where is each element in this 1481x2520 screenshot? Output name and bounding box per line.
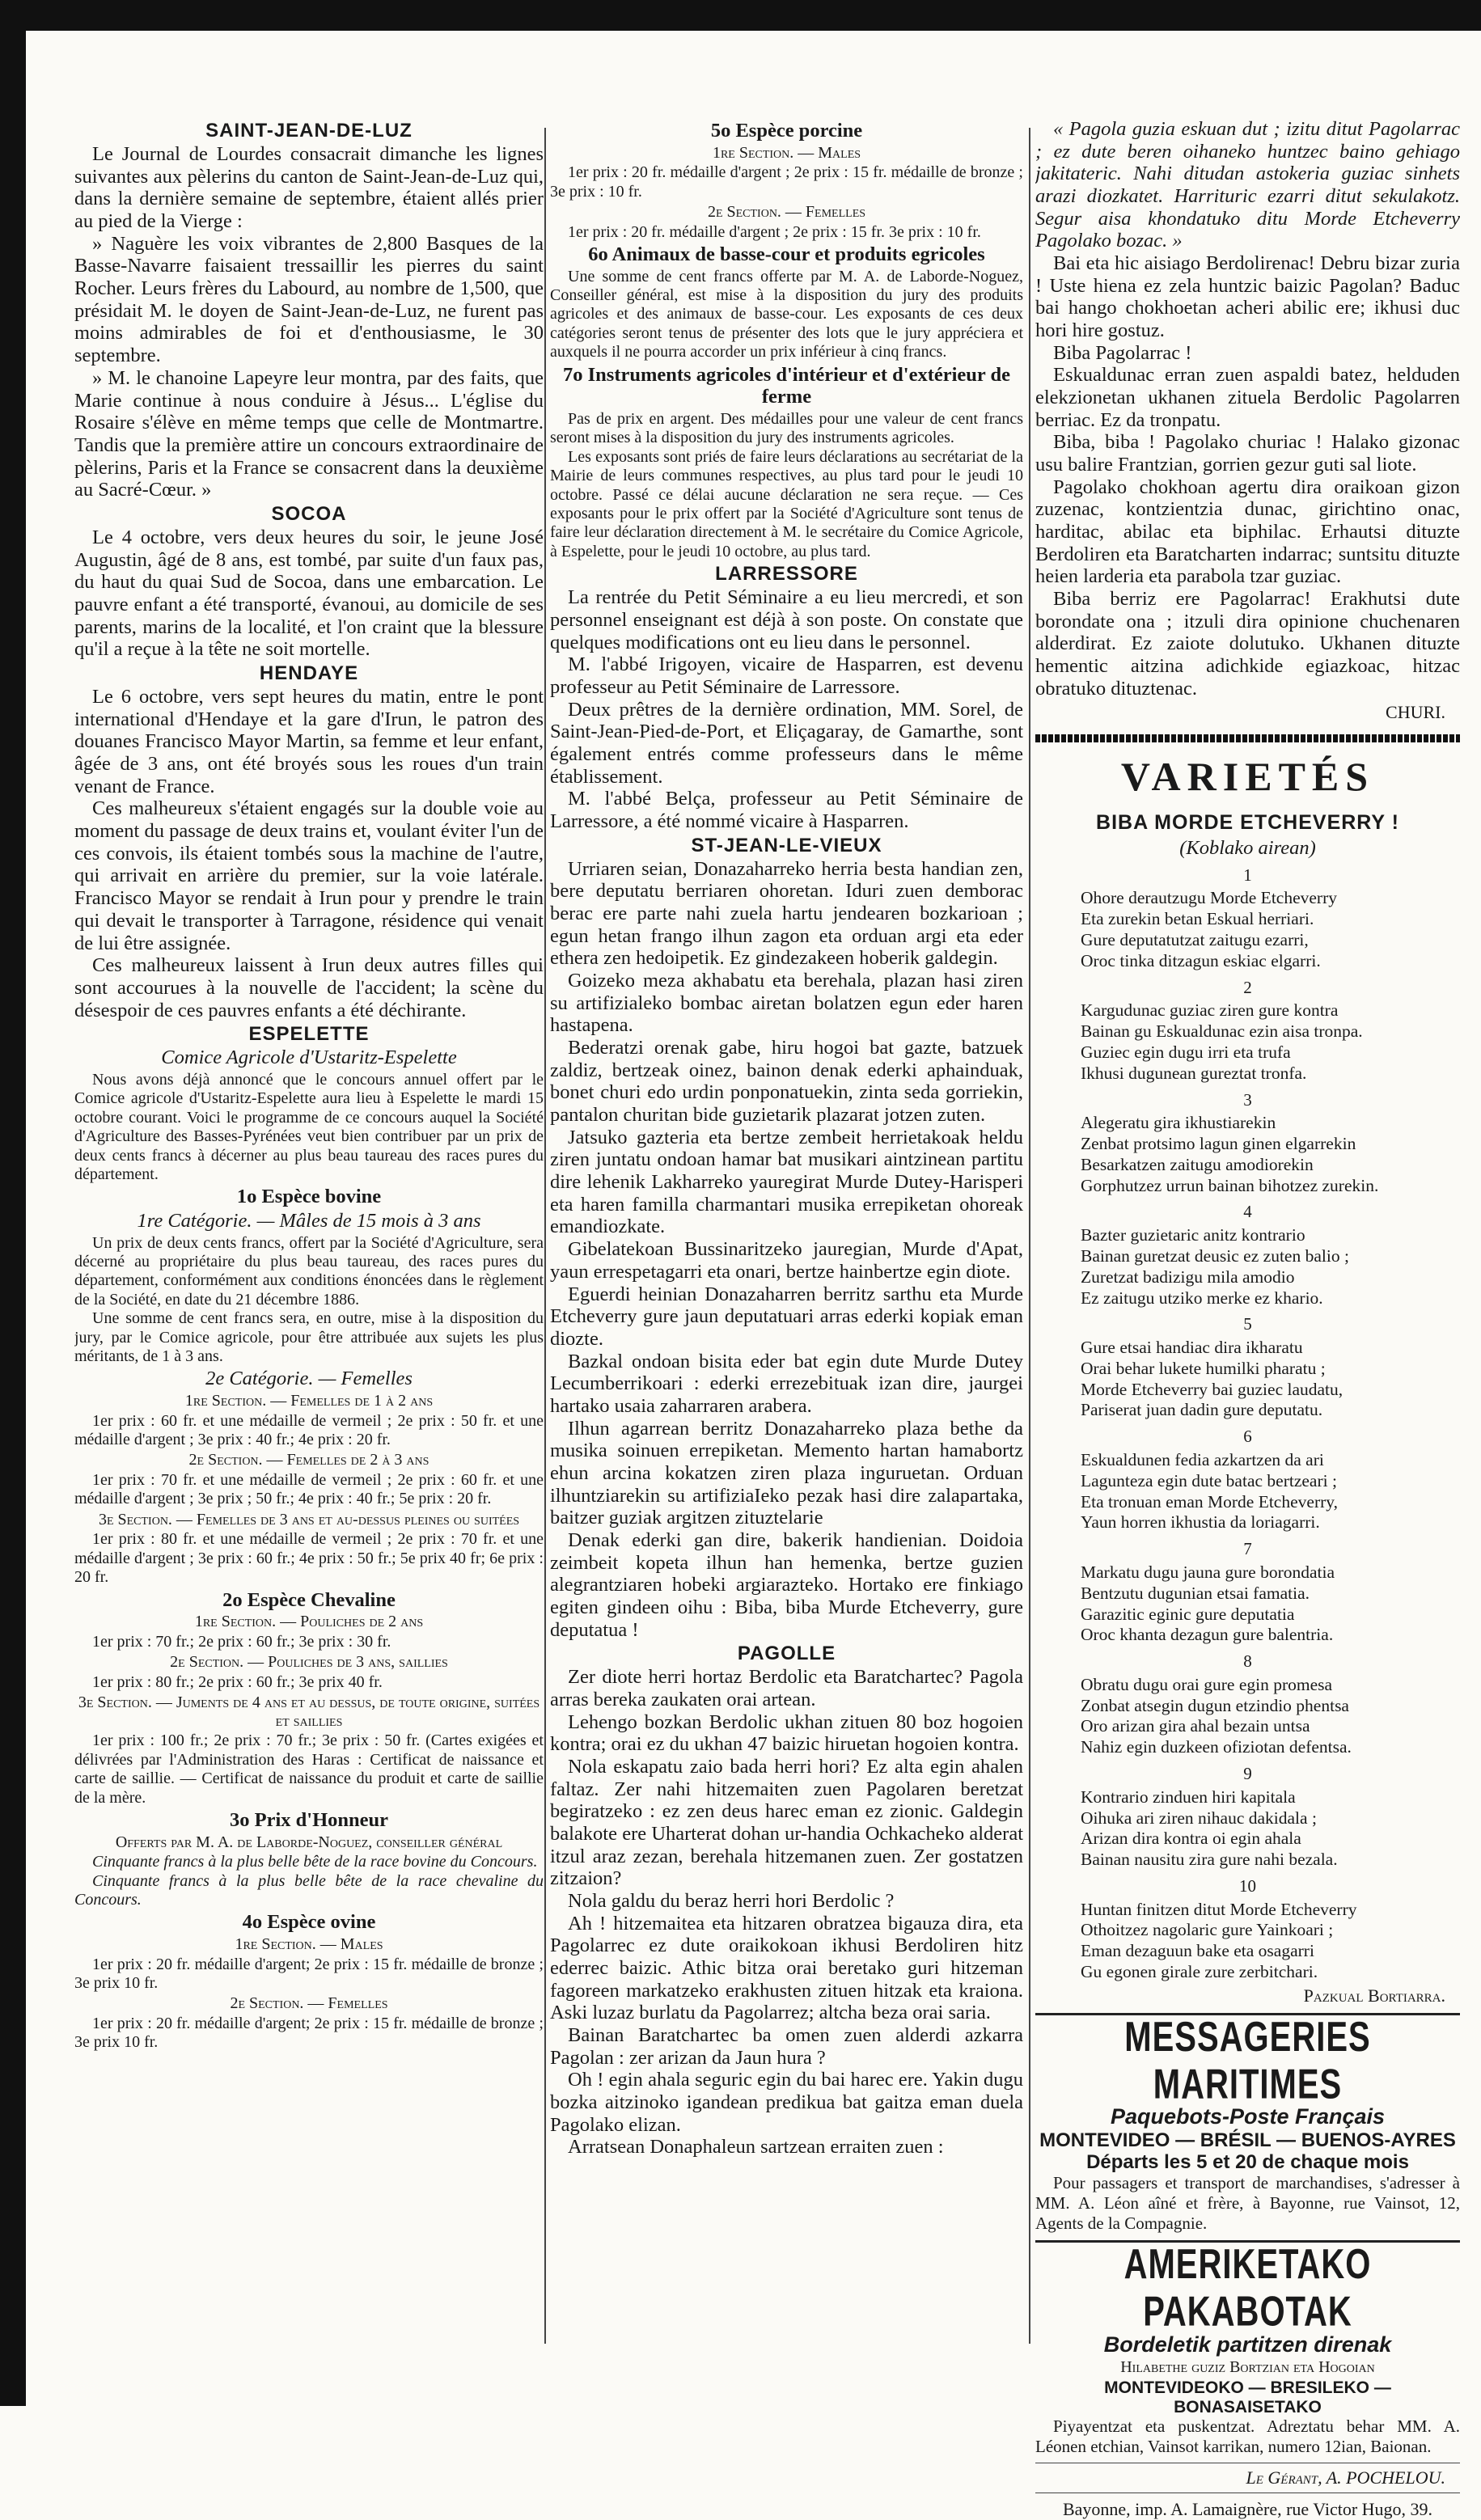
paragraph: Nola eskapatu zaio bada herri hori? Ez alta egin ahalen faltaz. Zer nahi hitzemaiten zuen Pagolaren beretzat begiratzeko : ez zen deus harec eman ez zionic. Galdegin balakote ere Uharterat dohan ur-handia Ochkacheko alderat itzul araz zezan, berehala hitzemanen zuen. Zer gostatzen zitzaion?	[550, 1756, 1023, 1890]
paragraph: Goizeko meza akhabatu eta berehala, plazan hasi ziren su artifizialeko bombac airetan bolatzen egun eder haren hastapena.	[550, 970, 1023, 1037]
stanza	[1081, 1225, 1460, 1309]
paragraph: Bai eta hic aisiago Berdolirenac! Debru bizar zuria ! Uste hiena ez zela huntzic baizic Pagolan? Baduc bai hango chokhoetan acheri abilic ere; ikhusi duc hori hire gostuz.	[1035, 252, 1460, 342]
ad-ameriketako-subtitle: Bordeletik partitzen direnak	[1103, 2332, 1392, 2357]
heading-instruments: 7o Instruments agricoles d'intérieur et d'extérieur de ferme	[563, 363, 1010, 408]
section-heading: 1re Section. — Males	[712, 143, 861, 162]
paragraph: » Naguère les voix vibrantes de 2,800 Basques de la Basse-Navarre faisaient tressaillir les pierres du saint Rocher. Leurs frères du Labourd, au nombre de 1,500, que présidait M. le doyen de Saint-Jean-de-Luz, ne furent pas moins admirables de foi et d'enthousiasme, le 30 septembre.	[74, 232, 544, 367]
stanza-number: 10	[1239, 1875, 1256, 1896]
verse-line: Huntan finitzen ditut Morde Etcheverry	[1081, 1899, 1357, 1919]
heading-hendaye: HENDAYE	[259, 662, 359, 684]
paragraph: Lehengo bozkan Berdolic ukhan zituen 80 boz hogoien kontra; orai ez du ukhan 47 baizic hiruetan hogoien kontra.	[550, 1710, 1023, 1756]
paragraph: Eguerdi heinian Donazaharren berritz sarthu eta Murde Etcheverry gure jaun deputatuari arras ederki kopiak eman diozte.	[550, 1283, 1023, 1350]
page-border-left	[0, 0, 26, 2406]
heading-pagolle: PAGOLLE	[737, 1643, 836, 1665]
section-heading: 2e Section. — Femelles	[230, 1994, 388, 2013]
verse-line: Ohore derautzugu Morde Etcheverry	[1081, 888, 1337, 908]
verse-line: Bazter guzietaric anitz kontrario	[1081, 1225, 1305, 1245]
verse-line: Kargudunac guziac ziren gure kontra	[1081, 1000, 1339, 1021]
verse-line: Orai behar lukete humilki pharatu ;	[1081, 1358, 1326, 1378]
paragraph: Deux prêtres de la dernière ordination, MM. Sorel, de Saint-Jean-Pied-de-Port, et Eliçagaray, de Gamarthe, sont également entrés comme professeurs dans le même établissement.	[550, 698, 1023, 788]
paragraph: Gibelatekoan Bussinaritzeko jauregian, Murde d'Apat, yaun errespetagarri eta onari, bertze hainbertze egin diote.	[550, 1238, 1023, 1283]
heading-espelette: ESPELETTE	[248, 1023, 370, 1046]
heading-st-jean-le-vieux: ST-JEAN-LE-VIEUX	[691, 834, 882, 856]
column-rule-2	[1029, 128, 1030, 2344]
stanza	[1081, 1900, 1460, 1983]
heading-espece-porcine: 5o Espèce porcine	[710, 120, 863, 142]
stanza	[1081, 888, 1460, 971]
paragraph: 1er prix : 100 fr.; 2e prix : 70 fr.; 3e prix : 50 fr. (Cartes exigées et délivrées par l'Administration des Haras : Certificat de naissance et carte de saillie. — Certificat de naissance du produit et carte de saillie de la mère.	[74, 1731, 544, 1807]
gerant-signature: Le Gérant, A. POCHELOU.	[1246, 2467, 1445, 2488]
ad-messageries-subtitle: Paquebots-Poste Français	[1110, 2104, 1386, 2129]
paragraph: Cinquante francs à la plus belle bête de la race chevaline du Concours.	[74, 1871, 544, 1909]
verse-line: Kontrario zinduen hiri kapitala	[1081, 1786, 1296, 1807]
column-1	[74, 118, 544, 2053]
paragraph: Nola galdu du beraz herri hori Berdolic ?	[568, 1890, 895, 1913]
heading-prix-honneur: 3o Prix d'Honneur	[229, 1808, 388, 1831]
verse-line: Eskualdunen fedia azkartzen da ari	[1081, 1450, 1324, 1469]
verse-line: Markatu dugu jauna gure borondatia	[1081, 1562, 1335, 1582]
verse-line: Alegeratu gira ikhustiarekin	[1081, 1113, 1276, 1133]
paragraph: Le 4 octobre, vers deux heures du soir, le jeune José Augustin, âgé de 8 ans, est tombé, par suite d'un faux pas, du haut du quai Sud de Socoa, dans une embarcation. Le pauvre enfant a été transporté, évanoui, au domicile de ses parents, marins de la localité, et l'on craint que la blessure qu'il a reçue à la tête ne soit mortelle.	[74, 526, 544, 661]
paragraph: La rentrée du Petit Séminaire a eu lieu mercredi, et son personnel enseignant est déjà à son poste. On constate que quelques modifications ont eu lieu dans le personnel.	[550, 586, 1023, 653]
verse-line: Oro arizan gira ahal bezain untsa	[1081, 1716, 1310, 1736]
paragraph: Urriaren seian, Donazaharreko herria besta handian zen, bere deputatu berriaren ohoretan. Iduri zuen demborac berac ere parte nahi zuela hartu jendearen bozkarioan ; egun hetan frango ilhun zagon eta orduan argi eta eder ethera zen hedoipetik. Ez gindezakeen hoberik galdegin.	[550, 857, 1023, 970]
poem-signature: Pazkual Bortiarra.	[1303, 1985, 1445, 2006]
section-heading: 1re Section. — Pouliches de 2 ans	[194, 1613, 424, 1631]
paragraph: Pas de prix en argent. Des médailles pour une valeur de cent francs seront mises à la disposition du jury des instruments agricoles.	[550, 410, 1023, 447]
section-heading: 3e Section. — Juments de 4 ans et au dessus, de toute origine, suitées et saillies	[78, 1693, 540, 1730]
section-heading: 1re Section. — Males	[235, 1935, 383, 1954]
verse-line: Morde Etcheverry bai guziec laudatu,	[1081, 1379, 1343, 1399]
paragraph: Un prix de deux cents francs, offert par la Société d'Agriculture, sera décerné au propriétaire du plus beau taureau, des races pures du département, conformément aux conditions énoncées dans le règlement de la Société, en date du 21 décembre 1886.	[74, 1233, 544, 1309]
paragraph: Oh ! egin ahala seguric egin du bai harec ere. Yakin dugu bozka aitzinoko igandean predikua bat gaitza eman duela Pagolako elizan.	[550, 2069, 1023, 2136]
section-heading: 2e Section. — Pouliches de 3 ans, saillies	[170, 1653, 448, 1672]
paragraph: Le Journal de Lourdes consacrait dimanche les lignes suivantes aux pèlerins du canton de Saint-Jean-de-Luz qui, dans la dernière semaine de septembre, étaient allés prier au pied de la Vierge :	[74, 143, 544, 233]
paragraph: 1er prix : 20 fr. médaille d'argent; 2e prix : 15 fr. médaille de bronze ; 3e prix 10 fr.	[74, 2015, 544, 2052]
verse-line: Bainan gu Eskualdunac ezin aisa tronpa.	[1081, 1021, 1363, 1042]
heading-espece-chevaline: 2o Espèce Chevaline	[222, 1588, 396, 1611]
stanza	[1081, 1000, 1460, 1084]
paragraph: Ah ! hitzemaitea eta hitzaren obratzea bigauza dira, eta Pagolarrec ez dute oraikokoan ikhusi Berdoliren hitz ederrec baizic. Athic bitza orai beretako guri hitzeman fagoreen markatzeko erakhusten zituen hitzak eta kraiona. Aski luzaz burlatu da Pagolarrez; altcha beza orai saria.	[550, 1912, 1023, 2024]
heading-varietes: VARIETÉS	[1120, 754, 1375, 800]
verse-line: Gure etsai handiac dira ikharatu	[1081, 1338, 1303, 1358]
column-rule-1	[544, 128, 546, 2344]
verse-line: Eman dezaguun bake eta osagarri	[1081, 1941, 1314, 1961]
ad-ameriketako-route: MONTEVIDEOKO — BRESILEKO — BONASAISETAKO	[1104, 2378, 1391, 2416]
stanza-number: 2	[1243, 977, 1252, 997]
verse-line: Arizan dira kontra oi egin ahala	[1081, 1829, 1301, 1849]
verse-line: Eta tronuan eman Morde Etcheverry,	[1081, 1491, 1338, 1512]
paragraph: Cinquante francs à la plus belle bête de la race bovine du Concours.	[92, 1853, 538, 1871]
verse-line: Yaun horren ikhustia da loriagarri.	[1081, 1512, 1320, 1533]
stanza	[1081, 1562, 1460, 1646]
stanza	[1081, 1113, 1460, 1196]
verse-line: Pariserat juan dadin gure deputatu.	[1081, 1400, 1323, 1420]
paragraph: 1er prix : 20 fr. médaille d'argent ; 2e prix : 15 fr. médaille de bronze ; 3e prix : 10 fr.	[550, 163, 1023, 201]
verse-line: Oihuka ari ziren nihauc dakidala ;	[1081, 1808, 1317, 1828]
stanza-number: 9	[1243, 1764, 1252, 1783]
paragraph: Une somme de cent francs offerte par M. A. de Laborde-Noguez, Conseiller général, est mise à la disposition du jury des produits agricoles et des animaux de basse-cour. Les exposants de ces deux catégories seront tenus de présenter des lots que le jury appréciera et auxquels il ne pourra accorder un prix inférieur à cinq francs.	[550, 267, 1023, 362]
paragraph: M. l'abbé Irigoyen, vicaire de Hasparren, est devenu professeur au Petit Séminaire de Larressore.	[550, 653, 1023, 698]
stanza	[1081, 1675, 1460, 1758]
verse-line: Ez zaitugu utziko merke ez khario.	[1081, 1287, 1323, 1308]
poem-title: BIBA MORDE ETCHEVERRY !	[1096, 810, 1399, 834]
paragraph: Jatsuko gazteria eta bertze zembeit herrietakoak heldu ziren juntatu ondoan hamar bat musikari aintzinean partitu dire lehenik Lakharreko yauregirat Murde Dutey-Harisperi eta haren familla charmantari musika errepiketan ohoreak emandiozkate.	[550, 1126, 1023, 1238]
paragraph: Zer diote herri hortaz Berdolic eta Baratchartec? Pagola arras bereka zaukaten orai artean.	[550, 1666, 1023, 1711]
paragraph: 1er prix : 60 fr. et une médaille de vermeil ; 2e prix : 50 fr. et une médaille d'argent ; 3e prix : 40 fr.; 4e prix : 20 fr.	[74, 1411, 544, 1449]
poem-subtitle: (Koblako airean)	[1179, 837, 1316, 860]
verse-line: Zuretzat badizigu mila amodio	[1081, 1266, 1295, 1287]
page-border-top	[0, 0, 1481, 31]
verse-line: Zenbat protsimo lagun ginen elgarrekin	[1081, 1134, 1356, 1154]
category-heading: 1re Catégorie. — Mâles de 15 mois à 3 ans	[137, 1209, 481, 1232]
ad-messageries-body: Pour passagers et transport de marchandises, s'adresser à MM. A. Léon aîné et frère, à Bayonne, rue Vainsot, 12, Agents de la Compagnie.	[1035, 2172, 1460, 2234]
verse-line: Garazitic eginic gure deputatia	[1081, 1604, 1295, 1624]
verse-line: Gure deputatutzat zaitugu ezarri,	[1081, 930, 1309, 950]
ad-ameriketako-body: Piyayentzat eta puskentzat. Adreztatu behar MM. A. Léonen etchian, Vainsot karrikan, numero 12ian, Baionan.	[1035, 2416, 1460, 2457]
verse-line: Guziec egin dugu irri eta trufa	[1081, 1042, 1291, 1062]
paragraph: M. l'abbé Belça, professeur au Petit Séminaire de Larressore, a été nommé vicaire à Hasparren.	[550, 788, 1023, 832]
verse-line: Eta zurekin betan Eskual herriari.	[1081, 909, 1314, 929]
newspaper-page	[26, 31, 1481, 2520]
section-heading: 1re Section. — Femelles de 1 à 2 ans	[184, 1392, 434, 1410]
verse-line: Bainan nausitu zira gure nahi bezala.	[1081, 1850, 1338, 1870]
paragraph: Pagolako chokhoan agertu dira oraikoan gizon zuzenac, kontzientzia dunac, girichtino onac, harditac, abilac eta biphilac. Erhautsi dituzte Berdoliren eta Baratcharten indarrac; suntsitu dituzte heien larderia eta parabola tzar guziac.	[1035, 476, 1460, 588]
stanza-number: 8	[1243, 1651, 1252, 1672]
ad-messageries-title: MESSAGERIES MARITIMES	[1124, 2014, 1371, 2108]
decorative-rule	[1035, 734, 1460, 742]
stanza	[1081, 1787, 1460, 1871]
paragraph: Ilhun agarrean berritz Donazaharreko plaza bethe da musika soinuen errepiketan. Memento hartan hamabortz ehun arcina kokatzen ziren plaza inguruetan. Orduan ilhuntziarekin su artifiziaIeko pezak hasi dire zalapartaka, baitzer guziak argitzen zituztelarie	[550, 1417, 1023, 1529]
paragraph: 1er prix : 80 fr.; 2e prix : 60 fr.; 3e prix 40 fr.	[92, 1672, 383, 1691]
heading-socoa: SOCOA	[271, 502, 347, 525]
verse-line: Oroc khanta dezagun gure balentria.	[1081, 1625, 1334, 1645]
paragraph: 1er prix : 80 fr. et une médaille de vermeil ; 2e prix : 70 fr. et une médaille d'argent ; 3e prix : 60 fr.; 4e prix : 50 fr.; 5e prix 40 fr; 6e prix : 20 fr.	[74, 1530, 544, 1587]
paragraph: Biba berriz ere Pagolarrac! Erakhutsi dute borondate ona ; itzuli dira opinione chuchenaren alderdirat. Ez zaiote dolutuko. Ukhanen dituzte hementic aitzina adichkide egiazkoac, hitzac obratuko dituztenac.	[1035, 588, 1460, 700]
section-heading: 3e Section. — Femelles de 3 ans et au-dessus pleines ou suitées	[98, 1510, 520, 1528]
paragraph: 1er prix : 20 fr. médaille d'argent; 2e prix : 15 fr. médaille de bronze ; 3e prix 10 fr.	[74, 1955, 544, 1993]
paragraph: 1er prix : 20 fr. médaille d'argent ; 2e prix : 15 fr. 3e prix : 10 fr.	[568, 222, 981, 241]
section-heading: Offerts par M. A. de Laborde-Noguez, conseiller général	[115, 1833, 503, 1851]
column-2	[550, 118, 1023, 2158]
verse-line: Othoitzez nagolaric gure Yainkoari ;	[1081, 1920, 1334, 1940]
stanza	[1081, 1338, 1460, 1421]
poem	[1035, 866, 1460, 1983]
paragraph: Denak ederki gan dire, bakerik handienian. Doidoia zeimbeit kopeta ilhun han hemenka, bertze guzien alegrantziaren hobeki argiarazteko. Hortako ere finkiago egiten gindeen oihu : Biba, biba Murde Etcheverry, gure deputatua !	[550, 1528, 1023, 1641]
stanza-number: 1	[1243, 865, 1252, 885]
paragraph: Le 6 octobre, vers sept heures du matin, entre le pont international d'Hendaye et la gare d'Irun, le patron des douanes Francisco Mayor Martin, sa femme et leur enfant, âgée de 3 ans, ont été broyés sous les roues d'un train venant de France.	[74, 686, 544, 797]
ad-ameriketako-title: AMERIKETAKO PAKABOTAK	[1123, 2241, 1372, 2336]
heading-basse-cour: 6o Animaux de basse-cour et produits egricoles	[588, 243, 985, 266]
paragraph: Une somme de cent francs sera, en outre, mise à la disposition du jury, par le Comice agricole, pour être attribuée aux sujets les plus méritants, de 1 à 3 ans.	[74, 1309, 544, 1365]
verse-line: Oroc tinka ditzagun eskiac elgarri.	[1081, 950, 1321, 970]
paragraph: Nous avons déjà annoncé que le concours annuel offert par le Comice agricole d'Ustaritz-Espelette aura lieu à Espelette le mardi 15 octobre courant. Voici le programme de ce concours auquel la Société d'Agriculture des Basses-Pyrénées veut bien contribuer par un prix de deux cents francs à décerner au plus beau taureau des races pures du département.	[74, 1070, 544, 1183]
stanza	[1081, 1450, 1460, 1533]
heading-saint-jean-de-luz: SAINT-JEAN-DE-LUZ	[205, 120, 413, 142]
paragraph: Ces malheureux s'étaient engagés sur la double voie au moment du passage de deux trains et, voulant éviter l'un de ces convois, ils étaient tombés sous la machine de l'autre, qui arrivait en arrière du premier, sur la voie latérale. Francisco Mayor se rendait à Irun pour y prendre le train qui devait le transporter à Tarragone, résidence qui venait de lui être assignée.	[74, 797, 544, 954]
section-heading: 2e Section. — Femelles de 2 à 3 ans	[188, 1451, 429, 1469]
stanza-number: 3	[1243, 1089, 1252, 1110]
category-heading: 2e Catégorie. — Femelles	[205, 1368, 413, 1390]
paragraph: « Pagola guzia eskuan dut ; izitu ditut Pagolarrac ; ez dute beren oihaneko huntzec baino gehiago jakitateric. Nahi ditudan astokeria guziac sinhets arazi diozkatet. Harrituric ezarri ditut sekulakotz. Segur aisa khondatuko ditu Morde Etcheverry Pagolako bozac. »	[1035, 118, 1460, 252]
stanza-number: 6	[1243, 1427, 1252, 1447]
paragraph: Eskualdunac erran zuen aspaldi batez, helduden elekzionetan ukhanen zituela Berdolic Pagolarren berriac. Ez da tronpatu.	[1035, 364, 1460, 431]
paragraph: Les exposants sont priés de faire leurs déclarations au secrétariat de la Mairie de leurs communes respectives, au plus tard pour le jeudi 10 octobre. Passé ce délai aucune déclaration ne sera reçue. — Ces exposants pour le prix offert par la Société d'Agriculture sont tenus de faire leur déclaration directement à M. le secrétaire du Comice Agricole, à Espelette, pour le jeudi 10 octobre, au plus tard.	[550, 447, 1023, 560]
ad-messageries-dates: Départs les 5 et 20 de chaque mois	[1086, 2150, 1409, 2173]
subheading-comice: Comice Agricole d'Ustaritz-Espelette	[161, 1046, 457, 1069]
section-heading: 2e Section. — Femelles	[707, 203, 866, 222]
verse-line: Bentzutu dugunian etsai famatia.	[1081, 1583, 1310, 1603]
signature: CHURI.	[1386, 702, 1445, 723]
paragraph: Biba, biba ! Pagolako churiac ! Halako gizonac usu balire Frantzian, gorrien gezur guti sal liote.	[1035, 431, 1460, 476]
column-3	[1035, 118, 1460, 2520]
paragraph: Bainan Baratchartec ba omen zuen alderdi azkarra Pagolan : zer arizan da Jaun hura ?	[550, 2024, 1023, 2069]
paragraph: Arratsean Donaphaleun sartzean erraiten zuen :	[568, 2136, 944, 2158]
paragraph: Biba Pagolarrac !	[1053, 341, 1192, 364]
stanza-number: 4	[1243, 1202, 1252, 1222]
verse-line: Ikhusi dugunean gureztat tronfa.	[1081, 1063, 1307, 1083]
verse-line: Zonbat atsegin dugun etzindio phentsa	[1081, 1695, 1349, 1715]
heading-espece-ovine: 4o Espèce ovine	[242, 1911, 376, 1934]
paragraph: Bazkal ondoan bisita eder bat egin dute Murde Dutey Lecumberrikoari : ederki errezebituak izan dire, jaurgei hartako usaia zaharraren arabera.	[550, 1350, 1023, 1417]
verse-line: Bainan guretzat deusic ez zuten balio ;	[1081, 1245, 1349, 1266]
heading-espece-bovine: 1o Espèce bovine	[236, 1186, 382, 1208]
paragraph: 1er prix : 70 fr. et une médaille de vermeil ; 2e prix : 60 fr. et une médaille d'argent ; 3e prix ; 50 fr.; 4e prix : 40 fr.; 5e prix : 20 fr.	[74, 1471, 544, 1508]
stanza-number: 7	[1243, 1539, 1252, 1559]
stanza-number: 5	[1243, 1314, 1252, 1334]
verse-line: Obratu dugu orai gure egin promesa	[1081, 1674, 1333, 1694]
ad-messageries-route: MONTEVIDEO — BRÉSIL — BUENOS-AYRES	[1039, 2129, 1456, 2151]
paragraph: 1er prix : 70 fr.; 2e prix : 60 fr.; 3e prix : 30 fr.	[92, 1632, 391, 1651]
verse-line: Lagunteza egin dute batac bertzeari ;	[1081, 1470, 1337, 1490]
imprint-line: Bayonne, imp. A. Lamaignère, rue Victor Hugo, 39.	[1062, 2499, 1433, 2520]
heading-larressore: LARRESSORE	[715, 563, 858, 586]
verse-line: Gorphutzez urrun bainan bihotzez zurekin.	[1081, 1175, 1379, 1195]
paragraph: Ces malheureux laissent à Irun deux autres filles qui sont accourues à la nouvelle de l'accident; la scène du désespoir de ces pauvres enfants a été déchirante.	[74, 954, 544, 1021]
verse-line: Nahiz egin duzkeen ofiziotan defentsa.	[1081, 1737, 1352, 1757]
paragraph: » M. le chanoine Lapeyre leur montra, par des faits, que Marie continue à nous conduire à Jésus... L'église du Rosaire s'élève en même temps que celle de Montmartre. Tandis que la première attire un concours extraordinaire de pèlerins, Paris et la France se consacrent dans la deuxième au Sacré-Cœur. »	[74, 366, 544, 501]
verse-line: Gu egonen girale zure zerbitchari.	[1081, 1962, 1318, 1982]
verse-line: Besarkatzen zaitugu amodiorekin	[1081, 1154, 1314, 1174]
paragraph: Bederatzi orenak gabe, hiru hogoi bat gazte, batzuek zaldiz, bertzeak oinez, bainon denak ederki aphainduak, bonet churi edo urdin ponponatuekin, zinta seda gorriekin, pantalon churitan bide guzietarik plazarat jotzen zuten.	[550, 1037, 1023, 1127]
ad-ameriketako-dates: Hilabethe guziz Bortzian eta Hogoian	[1120, 2358, 1375, 2377]
